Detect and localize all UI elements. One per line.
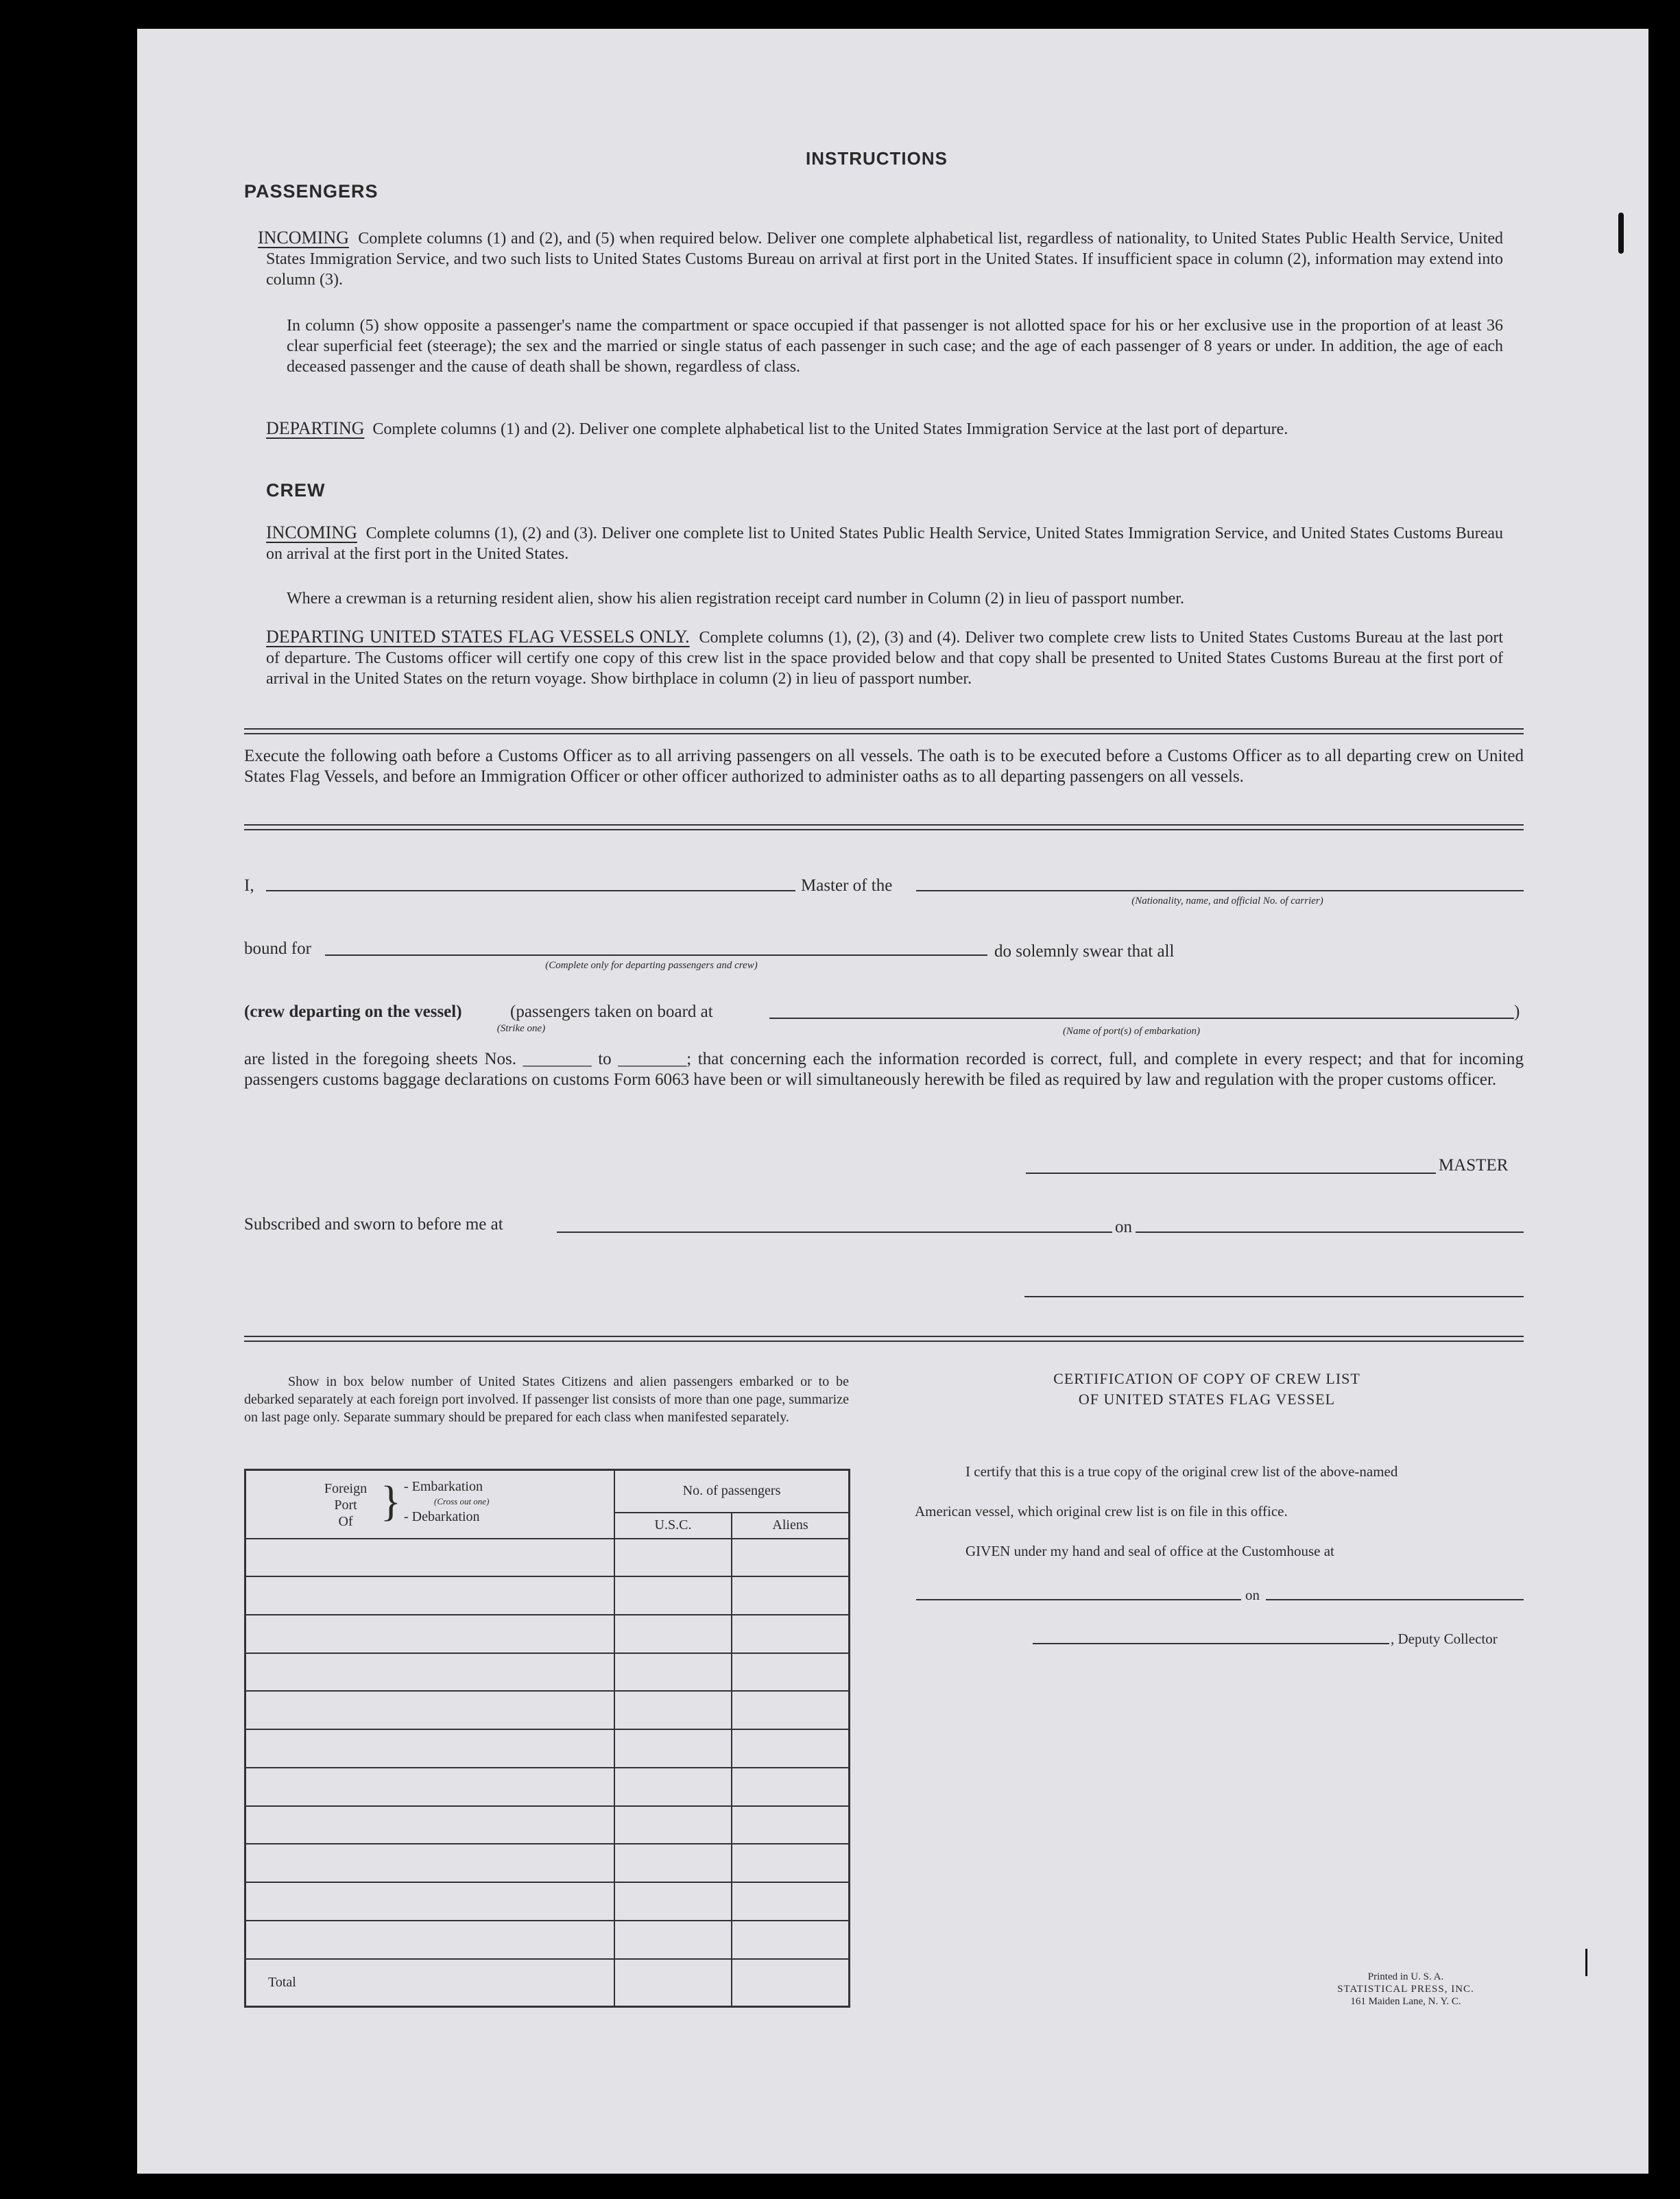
deputy-collector-label: , Deputy Collector xyxy=(1391,1631,1498,1647)
oath-listed-paragraph: are listed in the foregoing sheets Nos. ________ to ________; that concerning each the information recorded is correct, full, and complete in every respect; and that for incoming passengers customs baggage declarations on customs Form 6063 have been or will simultaneously herewith be filed as required by law and regulation with the proper customs officer. xyxy=(244,1050,1524,1089)
table-row xyxy=(245,1615,850,1653)
crew-departing-paragraph xyxy=(266,627,1503,689)
oath-instruction: Execute the following oath before a Customs Officer as to all arriving passengers on all vessels. The oath is to be executed before a Customs Officer as to all departing crew on United States Flag Vessels, and before an Immigration Officer or other officer authorized to administer oaths as to all departing passengers on all vessels. xyxy=(244,747,1524,786)
total-label: Total xyxy=(245,1959,615,2007)
port-label-port: Port xyxy=(334,1498,357,1513)
crew-heading: CREW xyxy=(266,480,326,501)
form-page xyxy=(137,29,1648,2174)
imprint-line-1: Printed in U. S. A. xyxy=(1367,1971,1444,1982)
embarkation-label: - Embarkation xyxy=(404,1479,483,1494)
strike-caption: (Strike one) xyxy=(496,1023,546,1034)
table-row xyxy=(245,1576,850,1615)
master-of-label: Master of the xyxy=(801,876,893,895)
customhouse-field[interactable] xyxy=(916,1599,1241,1600)
cross-out-caption: (Cross out one) xyxy=(434,1496,490,1506)
certification-heading-2: OF UNITED STATES FLAG VESSEL xyxy=(1078,1391,1336,1408)
bound-for-label: bound for xyxy=(244,939,311,958)
port-header-cell xyxy=(245,1470,615,1539)
certification-line-2: American vessel, which original crew list is on file in this office. xyxy=(915,1503,1288,1519)
table-row xyxy=(245,1768,850,1806)
deputy-signature-field[interactable] xyxy=(1033,1643,1389,1644)
bound-for-field[interactable] xyxy=(325,954,987,956)
total-row xyxy=(245,1959,850,2007)
table-row xyxy=(245,1539,850,1577)
port-label-foreign: Foreign xyxy=(324,1481,368,1496)
certification-line-1: I certify that this is a true copy of the original crew list of the above-named xyxy=(965,1463,1398,1480)
crew-incoming-lead: INCOMING xyxy=(266,522,357,542)
passengers-column5-paragraph: In column (5) show opposite a passenger's name the compartment or space occupied if that passenger is not allotted space for his or her exclusive use in the proportion of at least 36 clear superficial feet (steerage); the sex and the married or single status of each passenger in such case; and the age of each passenger of 8 years or under. In addition, the age of each deceased passenger and the cause of death shall be shown, regardless of class. xyxy=(287,317,1503,376)
crew-departing-text: Complete columns (1), (2), (3) and (4). Deliver two complete crew lists to United States Customs Bureau at the last port of departure. The Customs officer will certify one copy of this crew list in the space provided below and that copy shall be presented to United States Customs Bureau at the first port of arrival in the United States on the return voyage. Show birthplace in column (2) in lieu of passport number. xyxy=(266,629,1503,688)
aliens-header: Aliens xyxy=(732,1513,850,1539)
table-row xyxy=(245,1691,850,1729)
brace-icon: } xyxy=(381,1478,401,1525)
embarkation-port-field[interactable] xyxy=(769,1018,1514,1019)
port-label-of: Of xyxy=(338,1514,353,1529)
imprint-line-2: STATISTICAL PRESS, INC. xyxy=(1337,1984,1474,1995)
summary-table xyxy=(244,1469,850,2008)
certification-date-field[interactable] xyxy=(1266,1599,1524,1600)
swear-label: do solemnly swear that all xyxy=(994,942,1175,961)
no-passengers-header: No. of passengers xyxy=(614,1470,850,1513)
passengers-incoming-paragraph xyxy=(258,228,1503,290)
subscribed-label: Subscribed and sworn to before me at xyxy=(244,1215,503,1234)
sworn-on-label: on xyxy=(1115,1218,1132,1236)
passengers-heading: PASSENGERS xyxy=(244,181,379,202)
certification-on-label: on xyxy=(1245,1587,1260,1603)
passengers-departing-lead: DEPARTING xyxy=(266,418,365,438)
passengers-incoming-lead: INCOMING xyxy=(258,228,349,248)
crew-departing-option-text: (crew departing on the vessel) xyxy=(244,1002,462,1021)
imprint-line-3: 161 Maiden Lane, N. Y. C. xyxy=(1350,1996,1461,2007)
passengers-incoming-text: Complete columns (1) and (2), and (5) when required below. Deliver one complete alphabetical list, regardless of nationality, to United States Public Health Service, United States Immigration Service, and two such lists to United States Customs Bureau on arrival at first port in the United States. If insufficient space in column (2), information may extend into column (3). xyxy=(266,230,1503,289)
double-divider xyxy=(244,1336,1524,1342)
crew-alien-paragraph: Where a crewman is a returning resident alien, show his alien registration receipt card number in Column (2) in lieu of passport number. xyxy=(287,590,1184,608)
certification-line-3: GIVEN under my hand and seal of office at the Customhouse at xyxy=(965,1543,1334,1559)
passengers-taken-option[interactable]: (passengers taken on board at xyxy=(510,1002,713,1021)
master-signature-field[interactable] xyxy=(1026,1173,1436,1174)
printer-imprint xyxy=(1303,1971,1509,2008)
sworn-date-field[interactable] xyxy=(1136,1231,1524,1233)
master-label: MASTER xyxy=(1439,1156,1509,1175)
debarkation-label: - Debarkation xyxy=(404,1509,480,1524)
close-paren: ) xyxy=(1514,1002,1520,1021)
sworn-place-field[interactable] xyxy=(557,1231,1112,1233)
officer-signature-field[interactable] xyxy=(1024,1296,1524,1297)
table-row xyxy=(245,1844,850,1882)
scan-mark xyxy=(1618,213,1624,254)
passengers-departing-text: Complete columns (1) and (2). Deliver one complete alphabetical list to the United States Immigration Service at the last port of departure. xyxy=(372,420,1288,438)
oath-i-label: I, xyxy=(244,876,254,895)
table-row xyxy=(245,1882,850,1921)
double-divider xyxy=(244,728,1524,734)
carrier-field[interactable] xyxy=(916,890,1524,891)
port-caption: (Name of port(s) of embarkation) xyxy=(1063,1026,1200,1037)
crew-departing-lead: DEPARTING UNITED STATES FLAG VESSELS ONLY. xyxy=(266,627,690,647)
instructions-title: INSTRUCTIONS xyxy=(806,148,948,169)
certification-heading-1: CERTIFICATION OF COPY OF CREW LIST xyxy=(1053,1370,1360,1387)
crew-incoming-text: Complete columns (1), (2) and (3). Deliver one complete list to United States Public Health Service, United States Immigration Service, and United States Customs Bureau on arrival at the first port in the United States. xyxy=(266,525,1503,563)
summary-instruction: Show in box below number of United States Citizens and alien passengers embarked or to be debarked separately at each foreign port involved. If passenger list consists of more than one page, summarize on last page only. Separate summary should be prepared for each class when manifested separately. xyxy=(244,1374,849,1425)
usc-header: U.S.C. xyxy=(614,1513,732,1539)
crew-departing-option[interactable] xyxy=(244,1002,462,1022)
scan-mark xyxy=(1585,1949,1587,1976)
table-row xyxy=(245,1653,850,1692)
table-row xyxy=(245,1921,850,1959)
passengers-departing-paragraph xyxy=(266,418,1503,440)
table-row xyxy=(245,1729,850,1768)
carrier-caption: (Nationality, name, and official No. of carrier) xyxy=(1131,896,1323,906)
table-row xyxy=(245,1806,850,1844)
double-divider xyxy=(244,824,1524,830)
bound-for-caption: (Complete only for departing passengers and crew) xyxy=(545,960,758,971)
crew-incoming-paragraph xyxy=(266,522,1503,564)
master-name-field[interactable] xyxy=(266,890,795,891)
